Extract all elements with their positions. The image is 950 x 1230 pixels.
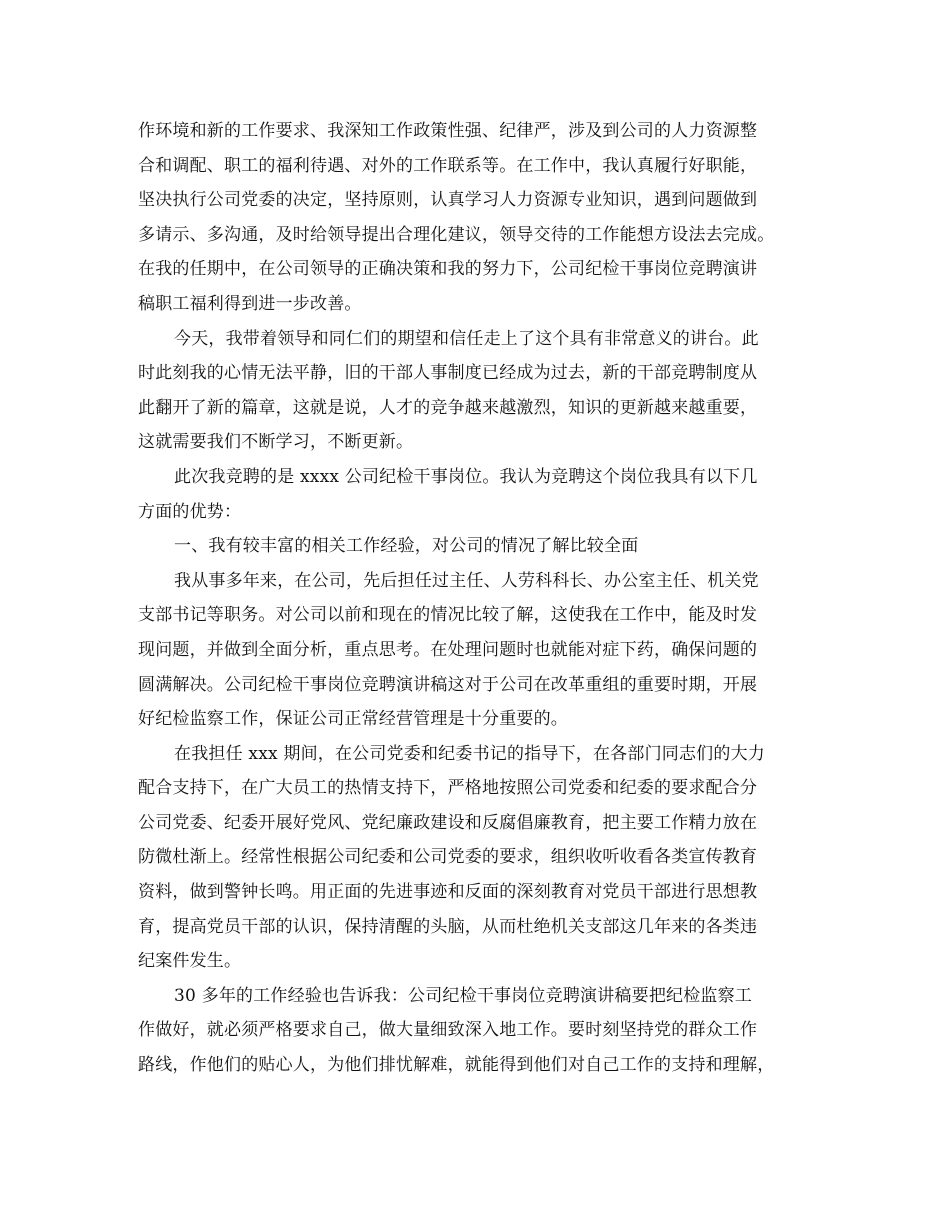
- text-line: 育，提高党员干部的认识，保持清醒的头脑，从而杜绝机关支部这几年来的各类违: [138, 916, 758, 937]
- text-line: 现问题，并做到全面分析，重点思考。在处理问题时也就能对症下药，确保问题的: [138, 639, 758, 660]
- paragraph-start-line: 今天，我带着领导和同仁们的期望和信任走上了这个具有非常意义的讲台。此: [174, 328, 759, 349]
- text-line: 资料，做到警钟长鸣。用正面的先进事迹和反面的深刻教育对党员干部进行思想教: [138, 882, 758, 903]
- text-line: 作做好，就必须严格要求自己，做大量细致深入地工作。要时刻坚持党的群众工作: [138, 1020, 758, 1041]
- text-line: 防微杜渐上。经常性根据公司纪委和公司党委的要求，组织收听收看各类宣传教育: [138, 847, 758, 868]
- text-line: 坚决执行公司党委的决定，坚持原则，认真学习人力资源专业知识，遇到问题做到: [138, 190, 758, 211]
- text-line: 支部书记等职务。对公司以前和现在的情况比较了解，这使我在工作中，能及时发: [138, 605, 758, 626]
- paragraph-start-line: 我从事多年来，在公司，先后担任过主任、人劳科科长、办公室主任、机关党: [174, 570, 759, 591]
- text-line: 稿职工福利得到进一步改善。: [138, 293, 362, 314]
- text-line: 时此刻我的心情无法平静，旧的干部人事制度已经成为过去，新的干部竞聘制度从: [138, 363, 758, 384]
- text-line: 方面的优势：: [138, 501, 242, 522]
- text-line: 好纪检监察工作，保证公司正常经营管理是十分重要的。: [138, 709, 568, 730]
- document-body: [138, 114, 832, 1083]
- text-line: 多请示、多沟通，及时给领导提出合理化建议，领导交待的工作能想方设法去完成。: [138, 224, 775, 245]
- text-line: 作环境和新的工作要求、我深知工作政策性强、纪律严，涉及到公司的人力资源整: [138, 121, 758, 141]
- text-line: 纪案件发生。: [138, 951, 242, 972]
- paragraph-start-line: 在我担任 xxx 期间，在公司党委和纪委书记的指导下，在各部门同志们的大力: [174, 743, 765, 764]
- text-line: 圆满解决。公司纪检干事岗位竞聘演讲稿这对于公司在改革重组的重要时期，开展: [138, 674, 758, 695]
- paragraph-start-line: 此次我竞聘的是 xxxx 公司纪检干事岗位。我认为竞聘这个岗位我具有以下几: [174, 466, 758, 487]
- section-heading: 一、我有较丰富的相关工作经验，对公司的情况了解比较全面: [174, 536, 639, 557]
- paragraph-start-line: 30 多年的工作经验也告诉我：公司纪检干事岗位竞聘演讲稿要把纪检监察工: [174, 985, 753, 1006]
- text-line: 公司党委、纪委开展好党风、党纪廉政建设和反腐倡廉教育，把主要工作精力放在: [138, 812, 758, 833]
- text-line: 合和调配、职工的福利待遇、对外的工作联系等。在工作中，我认真履行好职能，: [138, 155, 758, 176]
- text-line: 路线，作他们的贴心人，为他们排忧解难，就能得到他们对自己工作的支持和理解，: [138, 1055, 775, 1076]
- text-line: 这就需要我们不断学习，不断更新。: [138, 432, 414, 453]
- text-line: 配合支持下，在广大员工的热情支持下，严格地按照公司党委和纪委的要求配合分: [138, 778, 758, 799]
- text-line: 此翻开了新的篇章，这就是说，人才的竞争越来越激烈，知识的更新越来越重要，: [138, 397, 758, 418]
- text-line: 在我的任期中，在公司领导的正确决策和我的努力下，公司纪检干事岗位竞聘演讲: [138, 259, 758, 280]
